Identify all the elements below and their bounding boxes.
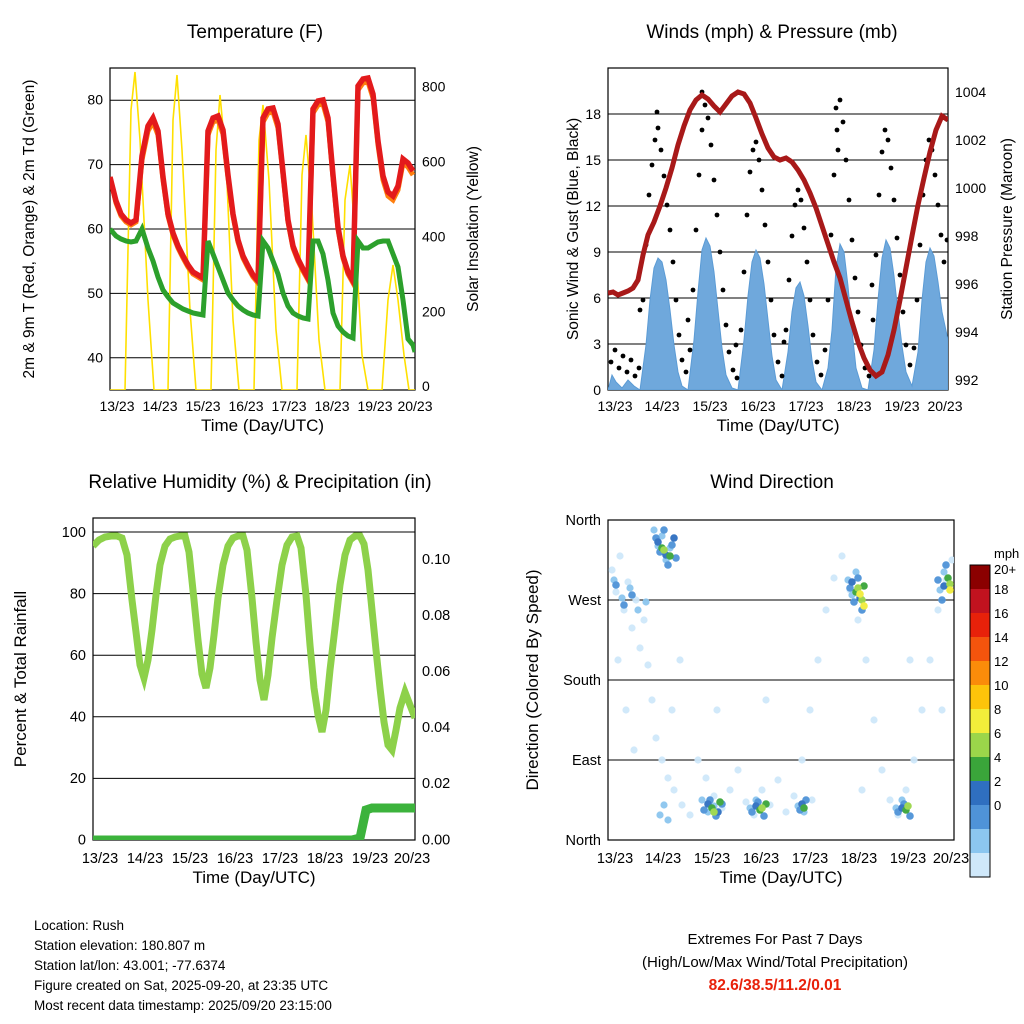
svg-text:16/23: 16/23 (742, 851, 780, 867)
svg-text:16/23: 16/23 (740, 398, 776, 414)
svg-text:20/23: 20/23 (393, 851, 431, 867)
svg-text:20+: 20+ (994, 562, 1017, 577)
station-metadata (34, 916, 332, 1016)
svg-text:10: 10 (994, 678, 1009, 693)
svg-text:13/23: 13/23 (597, 398, 633, 414)
svg-text:15: 15 (585, 152, 601, 168)
svg-text:1004: 1004 (955, 84, 987, 100)
svg-text:14/23: 14/23 (644, 851, 682, 867)
svg-text:Solar Insolation (Yellow): Solar Insolation (Yellow) (465, 146, 482, 312)
svg-text:18/23: 18/23 (840, 851, 878, 867)
svg-text:0.00: 0.00 (422, 832, 451, 849)
svg-text:50: 50 (87, 285, 103, 301)
metadata-figure-created: Figure created on Sat, 2025-09-20, at 23:35 UTC (34, 978, 329, 993)
svg-text:15/23: 15/23 (693, 851, 731, 867)
svg-text:0: 0 (994, 798, 1002, 813)
svg-text:20: 20 (69, 771, 86, 787)
extremes-values: 82.6/38.5/11.2/0.01 (708, 977, 842, 994)
svg-text:Percent & Total Rainfall: Percent & Total Rainfall (11, 590, 30, 768)
svg-text:13/23: 13/23 (99, 398, 135, 414)
svg-text:12: 12 (585, 198, 601, 214)
svg-text:16/23: 16/23 (216, 851, 254, 867)
svg-text:14: 14 (994, 630, 1009, 645)
svg-text:9: 9 (593, 244, 601, 260)
svg-text:18/23: 18/23 (836, 398, 872, 414)
svg-text:West: West (568, 593, 601, 609)
svg-text:16/23: 16/23 (228, 398, 264, 414)
metadata-location: Location: Rush (34, 918, 125, 933)
svg-text:14/23: 14/23 (644, 398, 680, 414)
svg-text:4: 4 (994, 750, 1002, 765)
panel-temperature (0, 0, 512, 440)
svg-text:17/23: 17/23 (271, 398, 307, 414)
svg-text:994: 994 (955, 324, 979, 340)
wind-direction-plot (512, 460, 1024, 920)
svg-text:8: 8 (994, 702, 1002, 717)
wind-speed-colorbar (970, 546, 1019, 877)
svg-text:15/23: 15/23 (171, 851, 209, 867)
svg-text:600: 600 (422, 153, 446, 170)
svg-text:15/23: 15/23 (185, 398, 221, 414)
panel-wind-direction (512, 460, 1024, 920)
winds-plot (512, 0, 1024, 440)
svg-text:0: 0 (77, 832, 86, 849)
svg-text:70: 70 (87, 156, 103, 172)
svg-text:Direction (Colored By Speed): Direction (Colored By Speed) (523, 569, 542, 791)
svg-text:6: 6 (593, 290, 601, 306)
svg-text:20/23: 20/23 (927, 398, 963, 414)
svg-text:12: 12 (994, 654, 1009, 669)
svg-text:19/23: 19/23 (889, 851, 927, 867)
svg-text:North: North (565, 513, 601, 529)
svg-text:East: East (571, 753, 601, 769)
panel-winds (512, 0, 1024, 440)
svg-text:800: 800 (422, 78, 446, 95)
humidity-plot (0, 460, 512, 920)
svg-text:15/23: 15/23 (692, 398, 728, 414)
svg-text:19/23: 19/23 (351, 851, 389, 867)
svg-text:18/23: 18/23 (306, 851, 344, 867)
svg-text:998: 998 (955, 228, 979, 244)
extremes-heading: Extremes For Past 7 Days (687, 931, 863, 948)
svg-text:0.10: 0.10 (422, 552, 451, 568)
svg-text:80: 80 (69, 586, 86, 603)
svg-text:80: 80 (87, 91, 103, 108)
chart-title-temperature: Temperature (F) (186, 22, 324, 43)
svg-text:0: 0 (593, 382, 601, 398)
svg-text:60: 60 (87, 220, 103, 237)
metadata-recent-timestamp: Most recent data timestamp: 2025/09/20 23:15:00 (34, 998, 332, 1013)
svg-text:0.04: 0.04 (422, 720, 451, 736)
svg-text:2m & 9m T (Red, Orange) & 2m T: 2m & 9m T (Red, Orange) & 2m Td (Green) (21, 79, 38, 379)
chart-title-wind-direction: Wind Direction (710, 472, 834, 493)
extremes-summary (540, 928, 1010, 997)
xaxis-label-humidity: Time (Day/UTC) (192, 868, 316, 887)
svg-text:Sonic Wind & Gust (Blue, Black: Sonic Wind & Gust (Blue, Black) (565, 117, 582, 341)
svg-text:20/23: 20/23 (397, 398, 433, 414)
chart-title-winds: Winds (mph) & Pressure (mb) (646, 22, 898, 43)
svg-text:13/23: 13/23 (81, 851, 119, 867)
svg-text:0: 0 (422, 378, 430, 394)
svg-text:200: 200 (422, 303, 446, 320)
svg-text:19/23: 19/23 (357, 398, 393, 414)
svg-text:3: 3 (593, 336, 601, 352)
svg-text:20/23: 20/23 (932, 851, 970, 867)
svg-text:mph: mph (994, 546, 1020, 561)
svg-text:18: 18 (585, 106, 601, 122)
metadata-elevation: Station elevation: 180.807 m (34, 938, 206, 953)
svg-text:6: 6 (994, 726, 1002, 741)
svg-text:0.02: 0.02 (422, 776, 451, 792)
svg-text:2: 2 (994, 774, 1002, 789)
svg-text:19/23: 19/23 (884, 398, 920, 414)
svg-text:996: 996 (955, 276, 979, 292)
svg-text:40: 40 (87, 349, 103, 366)
svg-text:60: 60 (69, 648, 86, 664)
svg-text:South: South (563, 673, 601, 689)
svg-text:40: 40 (69, 709, 86, 726)
svg-text:North: North (565, 833, 601, 849)
panel-humidity (0, 460, 512, 920)
svg-text:14/23: 14/23 (126, 851, 164, 867)
svg-text:17/23: 17/23 (261, 851, 299, 867)
svg-text:992: 992 (955, 372, 979, 388)
svg-text:16: 16 (994, 606, 1009, 621)
svg-text:1000: 1000 (955, 180, 987, 196)
chart-title-humidity: Relative Humidity (%) & Precipitation (in) (88, 472, 432, 493)
svg-text:14/23: 14/23 (142, 398, 178, 414)
svg-text:400: 400 (422, 228, 446, 245)
svg-text:18/23: 18/23 (314, 398, 350, 414)
svg-text:17/23: 17/23 (788, 398, 824, 414)
xaxis-label-wind-direction: Time (Day/UTC) (719, 868, 843, 887)
svg-text:100: 100 (61, 525, 86, 541)
temperature-plot (0, 0, 512, 440)
svg-text:0.06: 0.06 (422, 664, 451, 680)
metadata-latlon: Station lat/lon: 43.001; -77.6374 (34, 958, 226, 973)
svg-text:Station Pressure (Maroon): Station Pressure (Maroon) (999, 138, 1016, 320)
svg-text:0.08: 0.08 (422, 608, 451, 624)
svg-text:18: 18 (994, 582, 1009, 597)
xaxis-label-temperature: Time (Day/UTC) (200, 416, 325, 435)
svg-text:1002: 1002 (955, 132, 987, 148)
svg-text:13/23: 13/23 (596, 851, 634, 867)
svg-text:17/23: 17/23 (791, 851, 829, 867)
xaxis-label-winds: Time (Day/UTC) (716, 416, 840, 435)
extremes-subheading: (High/Low/Max Wind/Total Precipitation) (642, 954, 908, 971)
